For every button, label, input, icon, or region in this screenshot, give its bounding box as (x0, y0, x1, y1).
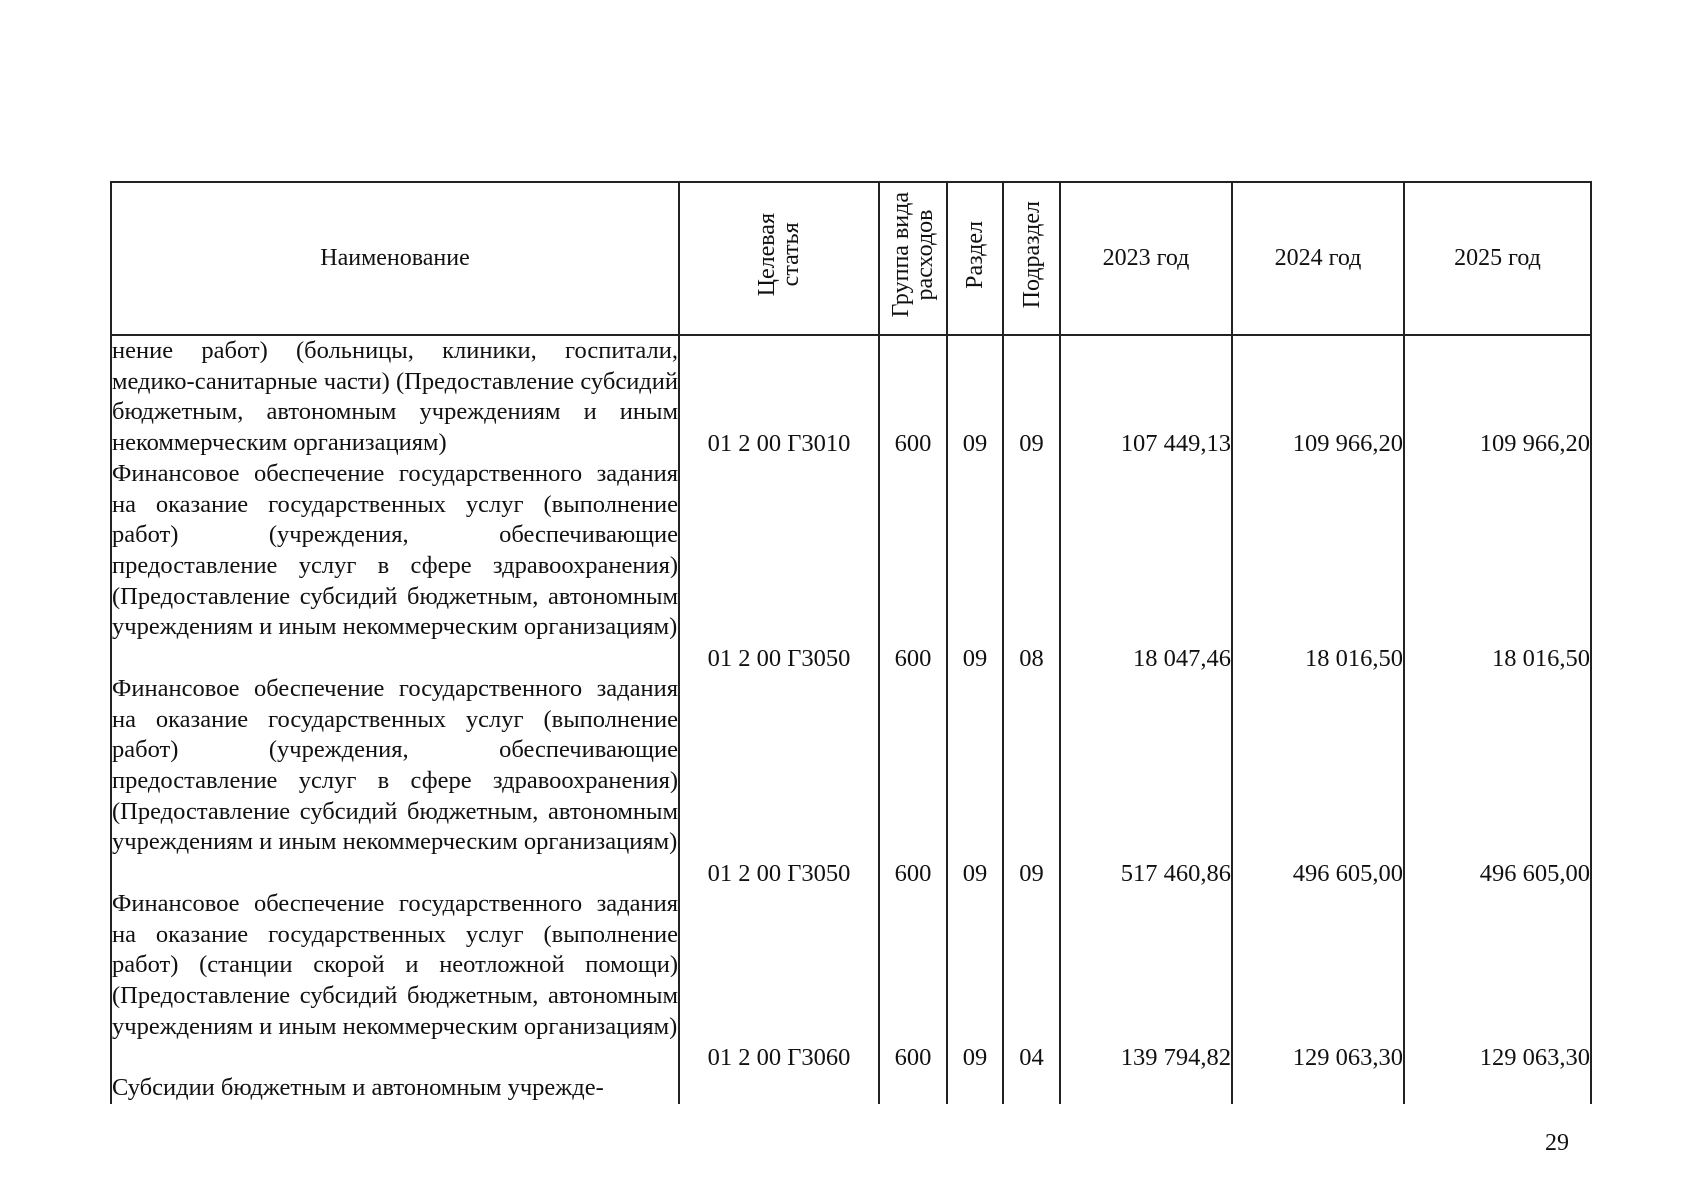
table-row (111, 1073, 1591, 1104)
header-section: Раздел (947, 182, 1003, 335)
row-name: Финансовое обеспечение государственного задания на оказание государственных услуг (выполнение работ) (станции скорой и неотложной помощи) (Предоставление субсидий бюджетным, автономным учреждениям и иным некоммерческим организациям) (111, 889, 679, 1073)
row-amount-2025: 109 966,20 (1404, 335, 1591, 459)
row-amount-2023: 517 460,86 (1060, 674, 1232, 889)
table-row (111, 889, 1591, 1073)
row-subsection: 04 (1003, 889, 1060, 1073)
row-amount-2023: 107 449,13 (1060, 335, 1232, 459)
table-row (111, 335, 1591, 459)
header-target-article: Целевая статья (679, 182, 879, 335)
row-name: Субсидии бюджетным и автономным учрежде- (111, 1073, 679, 1104)
row-section: 09 (947, 335, 1003, 459)
row-amount-2025 (1404, 1073, 1591, 1104)
row-target-article: 01 2 00 Г3060 (679, 889, 879, 1073)
header-year-2024: 2024 год (1232, 182, 1404, 335)
row-target-article: 01 2 00 Г3050 (679, 459, 879, 674)
row-amount-2023: 139 794,82 (1060, 889, 1232, 1073)
budget-table (110, 181, 1592, 1104)
table-row (111, 674, 1591, 889)
row-target-article: 01 2 00 Г3010 (679, 335, 879, 459)
row-amount-2024 (1232, 1073, 1404, 1104)
row-section (947, 1073, 1003, 1104)
row-amount-2023: 18 047,46 (1060, 459, 1232, 674)
row-name: Финансовое обеспечение государственного задания на оказание государственных услуг (выполнение работ) (учреждения, обеспечивающие предоставление услуг в сфере здравоохранения) (Предоставление субсидий бюджетным, автономным учреждениям и иным некоммерческим организациям) (111, 674, 679, 889)
table-row (111, 459, 1591, 674)
header-year-2025: 2025 год (1404, 182, 1591, 335)
row-subsection: 09 (1003, 674, 1060, 889)
row-name: Финансовое обеспечение государственного задания на оказание государственных услуг (выполнение работ) (учреждения, обеспечивающие предоставление услуг в сфере здравоохранения) (Предоставление субсидий бюджетным, автономным учреждениям и иным некоммерческим организациям) (111, 459, 679, 674)
row-subsection (1003, 1073, 1060, 1104)
table-header-row (111, 182, 1591, 335)
row-expense-group: 600 (879, 889, 947, 1073)
row-expense-group: 600 (879, 674, 947, 889)
row-name: нение работ) (больницы, клиники, госпитали, медико-санитарные части) (Предоставление субсидий бюджетным, автономным учреждениям и иным некоммерческим организациям) (111, 335, 679, 459)
row-amount-2024: 129 063,30 (1232, 889, 1404, 1073)
row-amount-2024: 109 966,20 (1232, 335, 1404, 459)
row-expense-group: 600 (879, 335, 947, 459)
row-subsection: 09 (1003, 335, 1060, 459)
row-target-article (679, 1073, 879, 1104)
row-expense-group (879, 1073, 947, 1104)
row-amount-2024: 496 605,00 (1232, 674, 1404, 889)
header-name: Наименование (111, 182, 679, 335)
page-number: 29 (1545, 1130, 1569, 1156)
row-amount-2025: 129 063,30 (1404, 889, 1591, 1073)
row-target-article: 01 2 00 Г3050 (679, 674, 879, 889)
header-subsection: Подраздел (1003, 182, 1060, 335)
row-amount-2024: 18 016,50 (1232, 459, 1404, 674)
row-amount-2025: 496 605,00 (1404, 674, 1591, 889)
header-year-2023: 2023 год (1060, 182, 1232, 335)
row-subsection: 08 (1003, 459, 1060, 674)
row-section: 09 (947, 889, 1003, 1073)
header-expense-group: Группа вида расходов (879, 182, 947, 335)
row-expense-group: 600 (879, 459, 947, 674)
row-section: 09 (947, 459, 1003, 674)
row-amount-2025: 18 016,50 (1404, 459, 1591, 674)
row-section: 09 (947, 674, 1003, 889)
row-amount-2023 (1060, 1073, 1232, 1104)
